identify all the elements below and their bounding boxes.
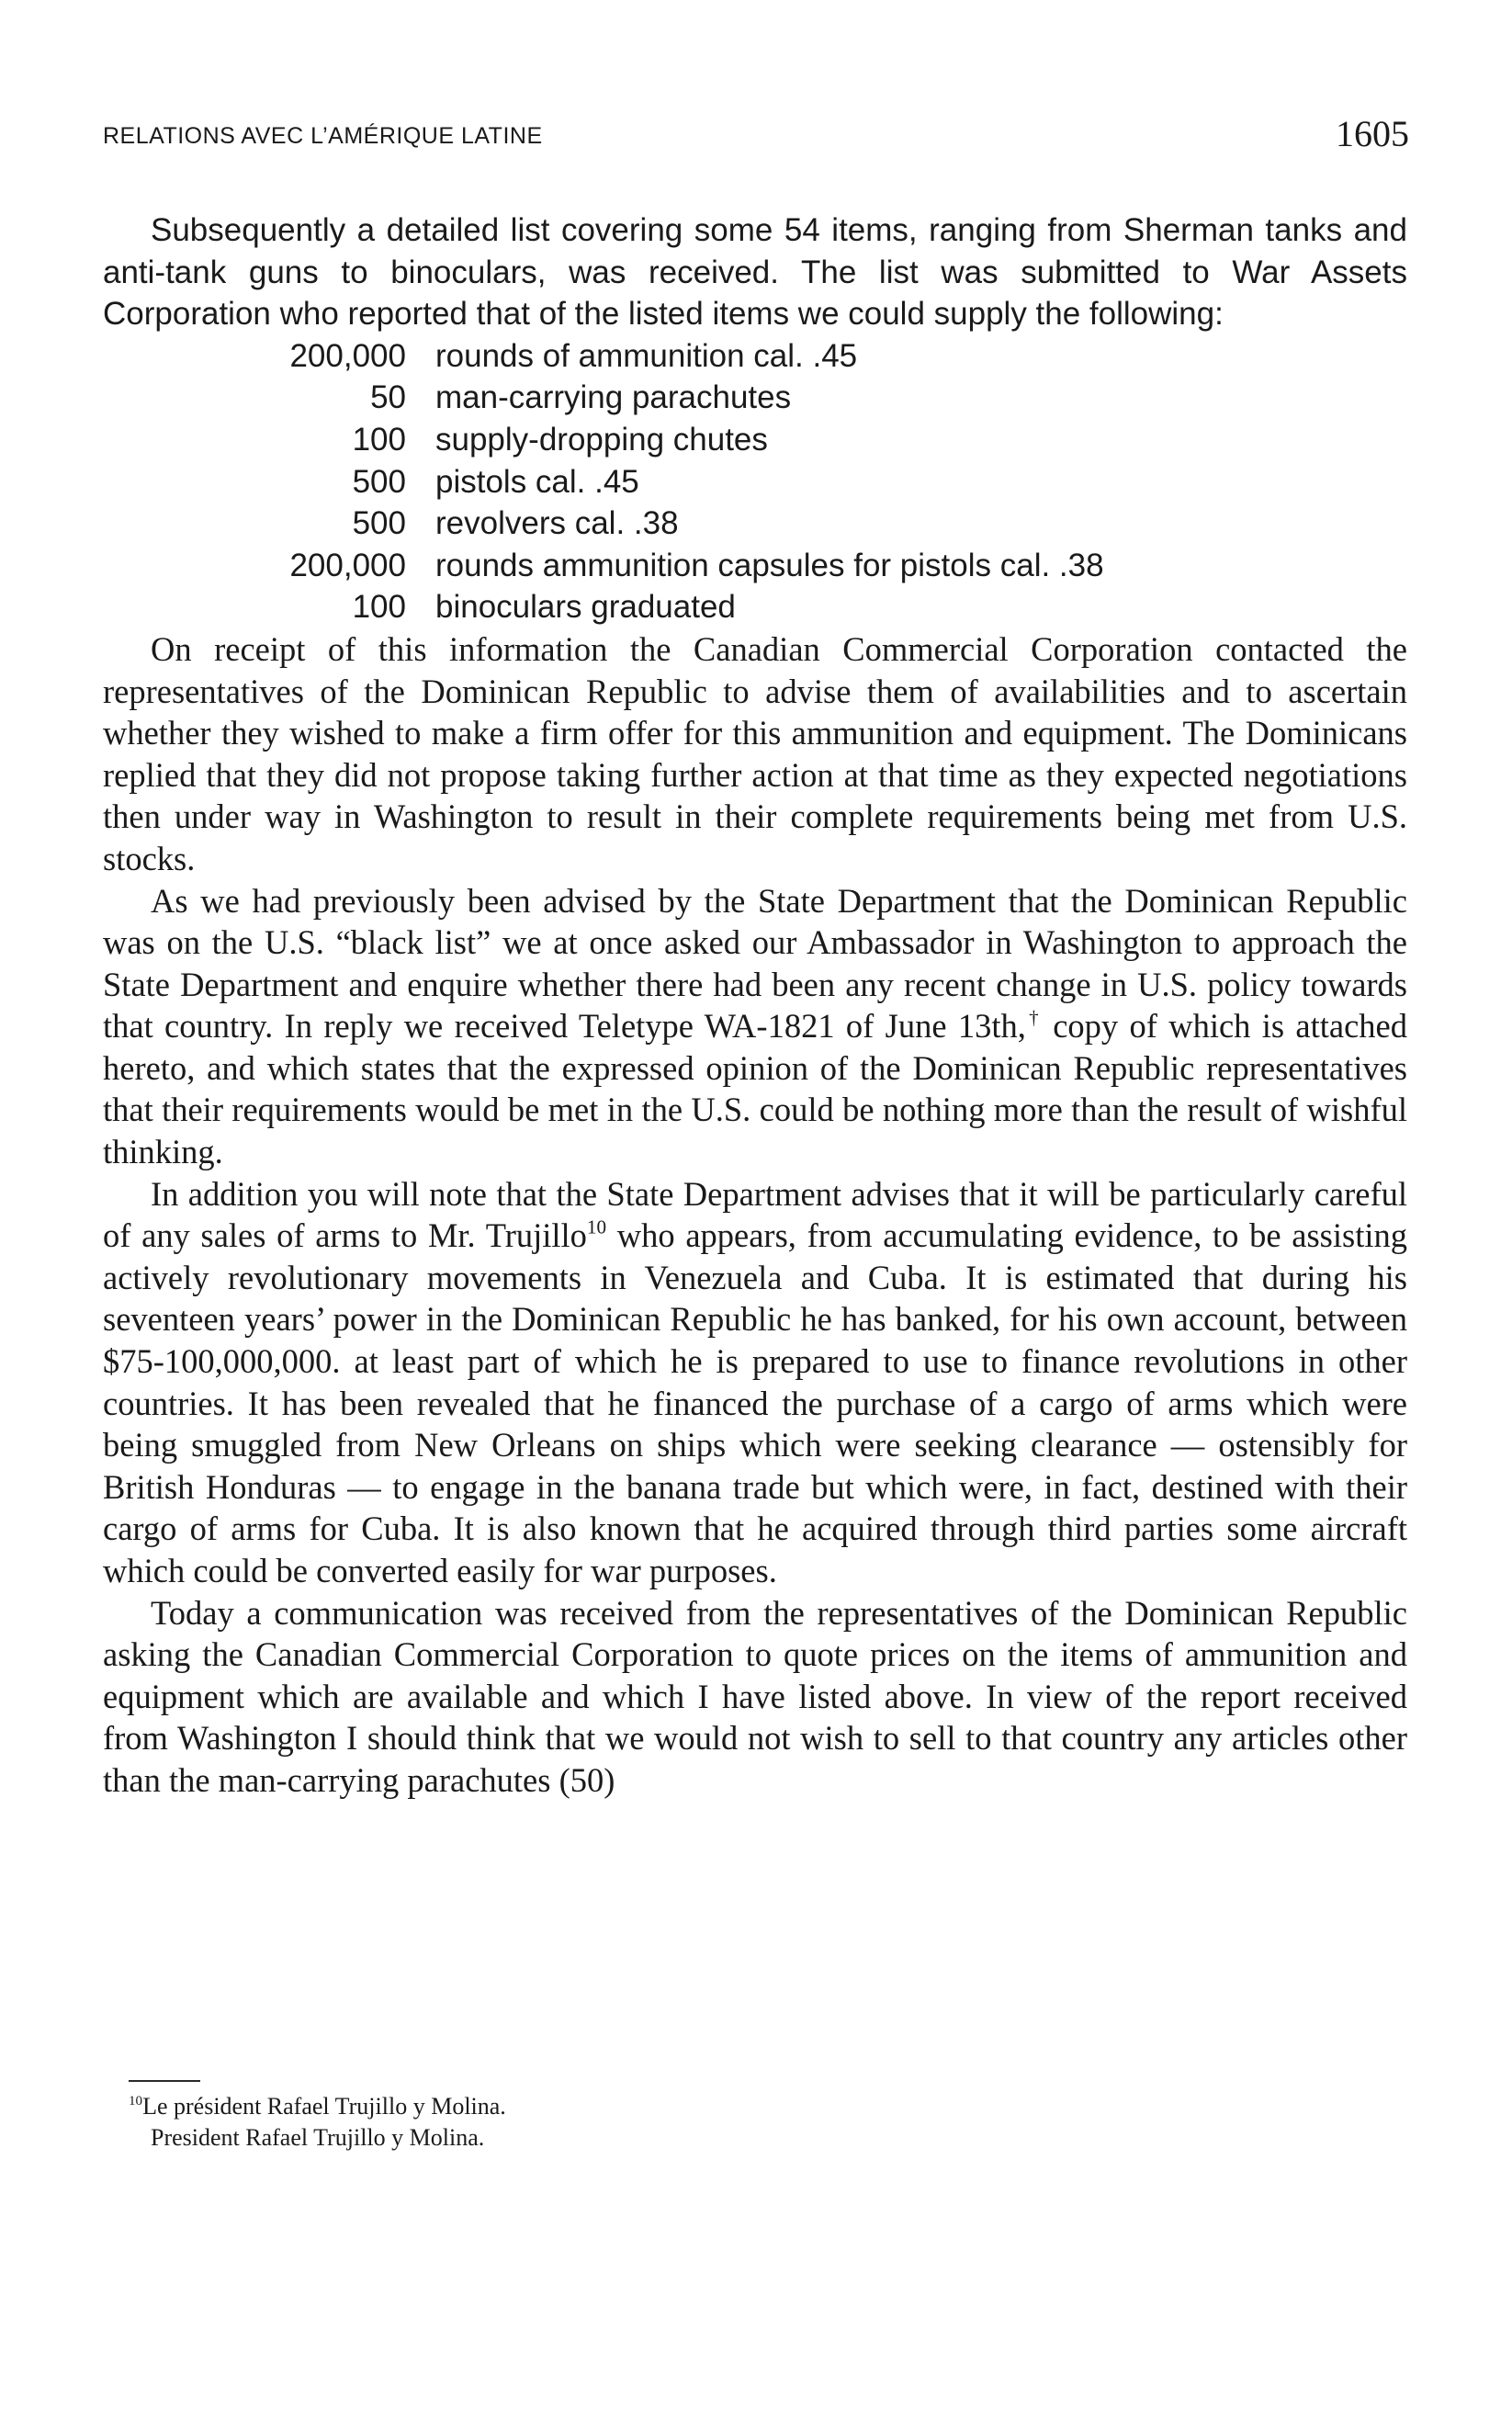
paragraph-text: who appears, from accumulating evidence, to be assisting actively revolutionary movements in Venezuela and Cuba. It is estimated that during his seventeen years’ power in the Dominican Republic he has banked, for his own account, between $75-100,000,000. at least part of which he is prepared to use to finance revolutions in other countries. It has been revealed that he financed the purchase of a cargo of arms which were being smuggled from New Orleans on ships which were seeking clearance — ostensibly for British Honduras — to engage in the banana trade but which were, in fact, destined with their cargo of arms for Cuba. It is also known that he acquired through third parties some aircraft which could be converted easily for war purposes.	[103, 1216, 1408, 1589]
paragraph-intro: Subsequently a detailed list covering some 54 items, ranging from Sherman tanks and anti-tank guns to binoculars, was received. The list was submitted to War Assets Corporation who reported that of the listed items we could supply the following:	[103, 212, 1407, 333]
item-description: rounds ammunition capsules for pistols cal. .38	[435, 547, 1104, 583]
page-number: 1605	[1336, 113, 1409, 154]
item-description: man-carrying parachutes	[435, 379, 792, 416]
list-item	[103, 461, 1407, 503]
paragraph-trujillo	[103, 1173, 1407, 1592]
item-description: rounds of ammunition cal. .45	[435, 337, 858, 374]
paragraph-black-list	[103, 880, 1407, 1173]
running-title: RELATIONS AVEC L’AMÉRIQUE LATINE	[103, 123, 543, 149]
item-description: supply-dropping chutes	[435, 421, 768, 458]
list-item	[103, 419, 1407, 461]
footnote-french	[129, 2091, 1323, 2122]
footnote-english: President Rafael Trujillo y Molina.	[151, 2124, 485, 2151]
footnotes	[129, 2091, 1323, 2154]
item-description: binoculars graduated	[435, 589, 736, 626]
footnote-reference: 10	[586, 1216, 607, 1238]
supply-items-list	[103, 335, 1407, 628]
item-quantity: 500	[352, 463, 406, 500]
item-quantity: 200,000	[289, 547, 406, 583]
paragraph-text: In addition you will note that the State Department advises that it will be particularly careful of any sales of arms to Mr. Trujillo	[103, 1174, 1407, 1255]
list-item	[103, 377, 1407, 419]
footnote-text: Le président Rafael Trujillo y Molina.	[142, 2093, 506, 2120]
footnote-divider	[129, 2080, 200, 2082]
item-description: pistols cal. .45	[435, 463, 639, 500]
running-header	[103, 110, 1409, 154]
item-quantity: 200,000	[289, 337, 406, 374]
item-quantity: 100	[352, 421, 406, 458]
item-description: revolvers cal. .38	[435, 505, 679, 542]
item-quantity: 50	[370, 379, 406, 416]
dagger-mark: †	[1025, 1006, 1042, 1029]
paragraph-text: copy of which is attached hereto, and which states that the expressed opinion of the Dominican Republic representatives that their requirements would be met in the U.S. could be nothing more than the result of wishful thinking.	[103, 1007, 1407, 1171]
paragraph-communication: Today a communication was received from the representatives of the Dominican Republic asking the Canadian Commercial Corporation to quote prices on the items of ammunition and equipment which are available and which I have listed above. In view of the report received from Washington I should think that we would not wish to sell to that country any articles other than the man-carrying parachutes (50)	[103, 1593, 1407, 1799]
item-quantity: 100	[352, 589, 406, 626]
paragraph-receipt: On receipt of this information the Canadian Commercial Corporation contacted the representatives of the Dominican Republic to advise them of availabilities and to ascertain whether they wished to make a firm offer for this ammunition and equipment. The Dominicans replied that they did not propose taking further action at that time as they expected negotiations then under way in Washington to result in their complete requirements being met from U.S. stocks.	[103, 629, 1407, 877]
item-quantity: 500	[352, 505, 406, 542]
list-item	[103, 586, 1407, 628]
list-item	[103, 545, 1407, 587]
body-text	[103, 209, 1407, 1802]
footnote-marker: 10	[129, 2093, 143, 2109]
list-item	[103, 335, 1407, 378]
paragraph-text: As we had previously been advised by the State Department that the Dominican Republic was on the U.S. “black list” we at once asked our Ambassador in Washington to approach the State Department and enquire whether there had been any recent change in U.S. policy towards that country. In reply we received Teletype WA-1821 of June 13th,	[103, 881, 1407, 1046]
list-item	[103, 503, 1407, 545]
